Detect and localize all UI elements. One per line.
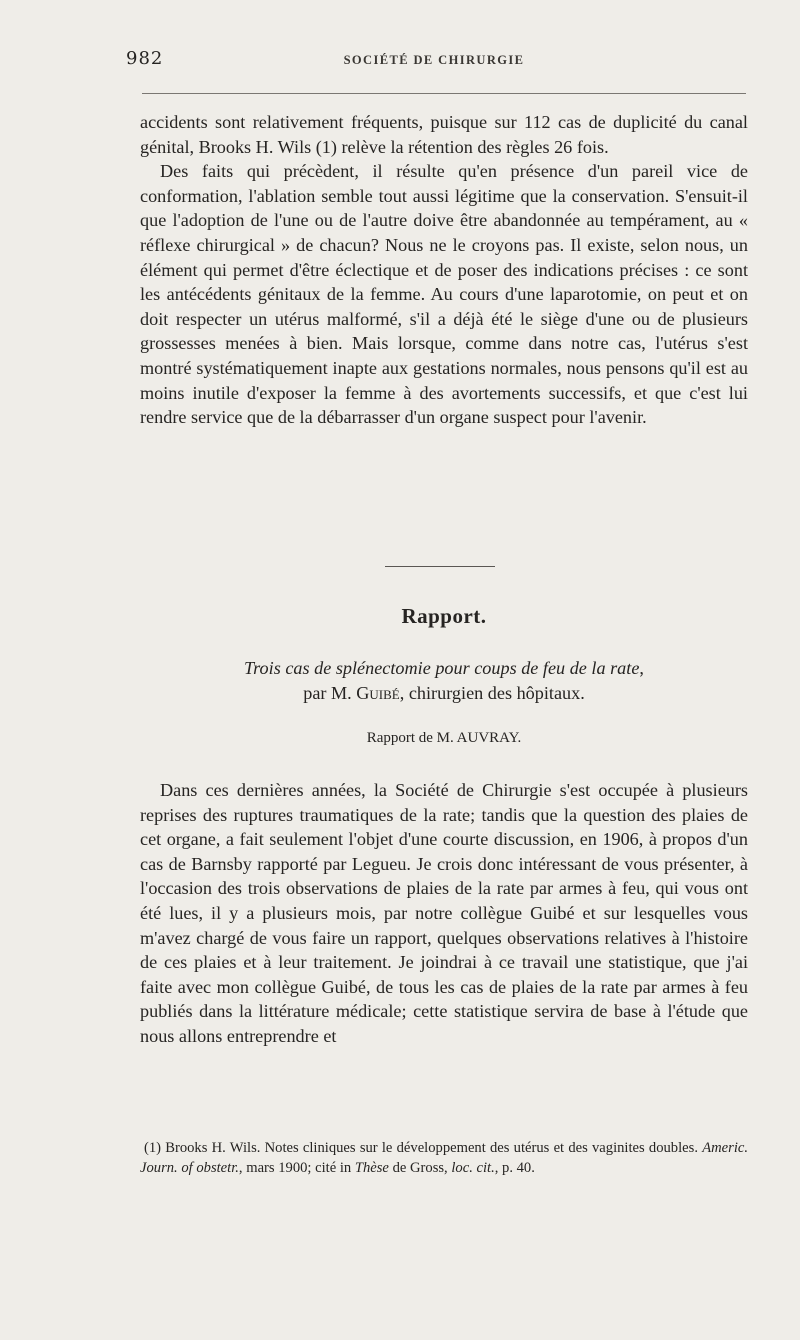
header-divider: [142, 93, 746, 94]
page-header: [118, 48, 750, 72]
journal-title: Americ. Journ. of obstetr.: [140, 1140, 748, 1177]
section-heading: Rapport.: [401, 604, 487, 628]
report-author: Guibé: [356, 682, 400, 703]
paragraph: accidents sont relativement fréquents, puisque sur 112 cas de duplicité du canal génital, Brooks H. Wils (1) relève la rétention des règles 26 fois.: [140, 112, 748, 157]
paragraph: Dans ces dernières années, la Société de Chirurgie s'est occupée à plusieurs reprises des ruptures traumatiques de la rate; tandis que la question des plaies de cet organe, a fait seulement l'objet d'une courte discussion, en 1906, à propos d'un cas de Barnsby rapporté par Legueu. Je crois donc intéressant de vous présenter, à l'occasion des trois observations de plaies de la rate par armes à feu, qui vous ont été lues, il y a plusieurs mois, par notre collègue Guibé et sur lesquelles vous m'avez chargé de vous faire un rapport, quelques observations relatives à l'histoire de ces plaies et à leur traitement. Je joindrai à ce travail une statistique, que j'ai faite avec mon collègue Guibé, de tous les cas de plaies de la rate par armes à feu publiés dans la littérature médicale; cette statistique servira de base à l'étude que nous allons entreprendre et: [140, 780, 748, 1046]
rapporteur-line: Rapport de M. AUVRAY.: [366, 730, 522, 746]
report-body-text: [140, 778, 748, 1049]
page-number: 982: [126, 48, 164, 69]
report-title: [140, 656, 748, 705]
body-text-continued: [140, 110, 748, 430]
report-title-line-1: Trois cas de splénectomie pour coups de feu de la rate,: [244, 658, 644, 678]
paragraph: Des faits qui précèdent, il résulte qu'en présence d'un pareil vice de conformation, l'ablation semble tout aussi légitime que la conservation. S'ensuit-il que l'adoption de l'une ou de l'autre doive être abandonnée au tempérament, au « réflexe chirurgical » de chacun? Nous ne le croyons pas. Il existe, selon nous, un élément qui permet d'être éclectique et de poser des indications précises : ce sont les antécédents génitaux de la femme. Au cours d'une laparotomie, on peut et on doit respecter un utérus malformé, s'il a déjà été le siège d'une ou de plusieurs grossesses menées à bien. Mais lorsque, comme dans notre cas, l'utérus s'est montré systématiquement inapte aux gestations normales, nous pensons qu'il est au moins inutile d'exposer la femme à des avortements successifs, et que c'est lui rendre service que de la débarrasser d'un organe suspect pour l'avenir.: [140, 161, 748, 428]
footnote: [140, 1138, 748, 1179]
report-title-line-2: par M. Guibé, chirurgien des hôpitaux.: [303, 682, 585, 703]
section-divider: [385, 566, 495, 567]
running-title: SOCIÉTÉ DE CHIRURGIE: [343, 53, 525, 67]
footnote-text: (1) Brooks H. Wils. Notes cliniques sur le développement des utérus et des vaginites doubles. Americ. Journ. of obstetr., mars 1900; cité in Thèse de Gross, loc. cit., p. 40.: [140, 1140, 748, 1177]
report-title-italic: Trois cas de splénectomie pour coups de feu de la rate: [244, 658, 640, 678]
